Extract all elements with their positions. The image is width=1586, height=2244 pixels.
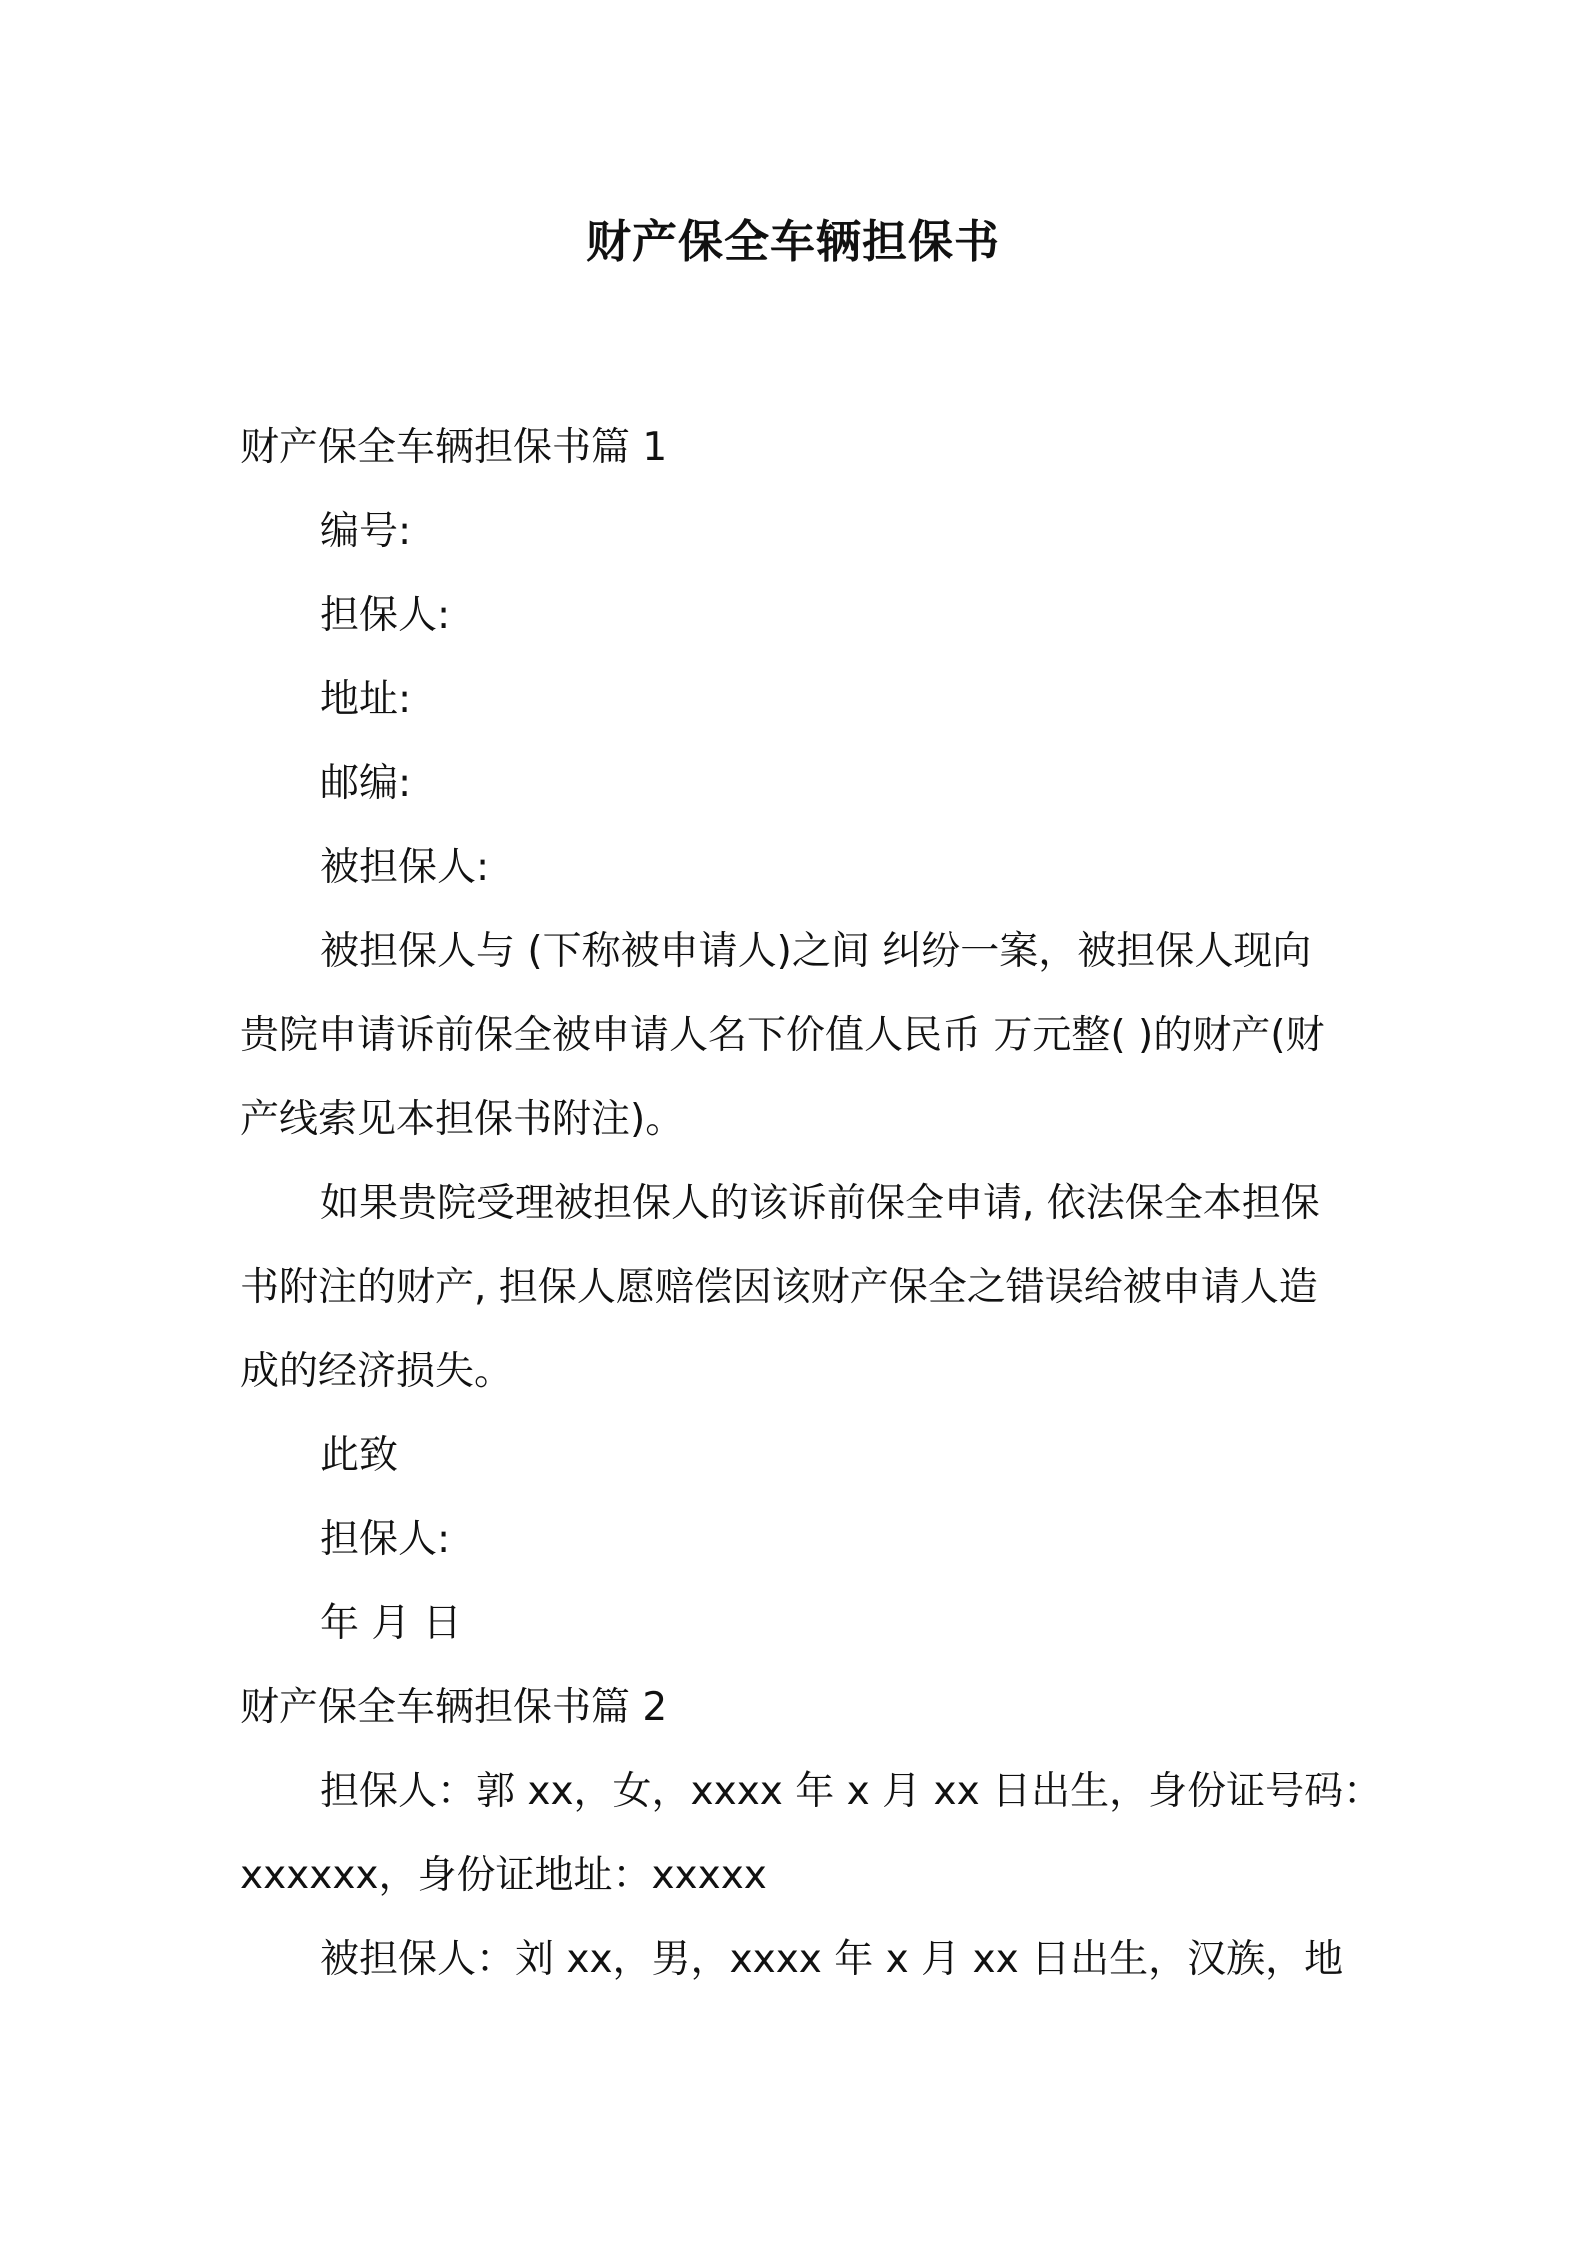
signature-line: 担保人: — [320, 1517, 451, 1562]
paragraph-2-line-1: 如果贵院受理被担保人的该诉前保全申请, 依法保全本担保 — [320, 1181, 1320, 1226]
date-line: 年 月 日 — [320, 1601, 462, 1646]
paragraph-2-line-3: 成的经济损失。 — [240, 1349, 514, 1394]
field-address: 地址: — [320, 677, 412, 722]
closing-text: 此致 — [320, 1433, 399, 1478]
section-heading-1: 财产保全车辆担保书篇 1 — [240, 425, 668, 470]
section-heading-2: 财产保全车辆担保书篇 2 — [240, 1685, 668, 1730]
field-guaranteed-party: 被担保人: — [320, 845, 490, 890]
field-number: 编号: — [320, 509, 412, 554]
paragraph-2-line-2: 书附注的财产, 担保人愿赔偿因该财产保全之错误给被申请人造 — [240, 1265, 1318, 1310]
guaranteed-party-info-line: 被担保人：刘 xx，男，xxxx 年 x 月 xx 日出生，汉族，地 — [320, 1937, 1344, 1982]
field-postcode: 邮编: — [320, 761, 412, 806]
paragraph-1-line-3: 产线索见本担保书附注)。 — [240, 1097, 685, 1142]
guarantor-info-line-1: 担保人：郭 xx，女，xxxx 年 x 月 xx 日出生，身份证号码： — [320, 1769, 1383, 1814]
guarantor-info-line-2: xxxxxx，身份证地址：xxxxx — [240, 1853, 767, 1898]
document-title: 财产保全车辆担保书 — [585, 215, 1000, 268]
document-body — [240, 406, 1383, 2002]
field-guarantor: 担保人: — [320, 593, 451, 638]
paragraph-1-line-2: 贵院申请诉前保全被申请人名下价值人民币 万元整( )的财产(财 — [240, 1013, 1325, 1058]
paragraph-1-line-1: 被担保人与 (下称被申请人)之间 纠纷一案，被担保人现向 — [320, 929, 1312, 974]
